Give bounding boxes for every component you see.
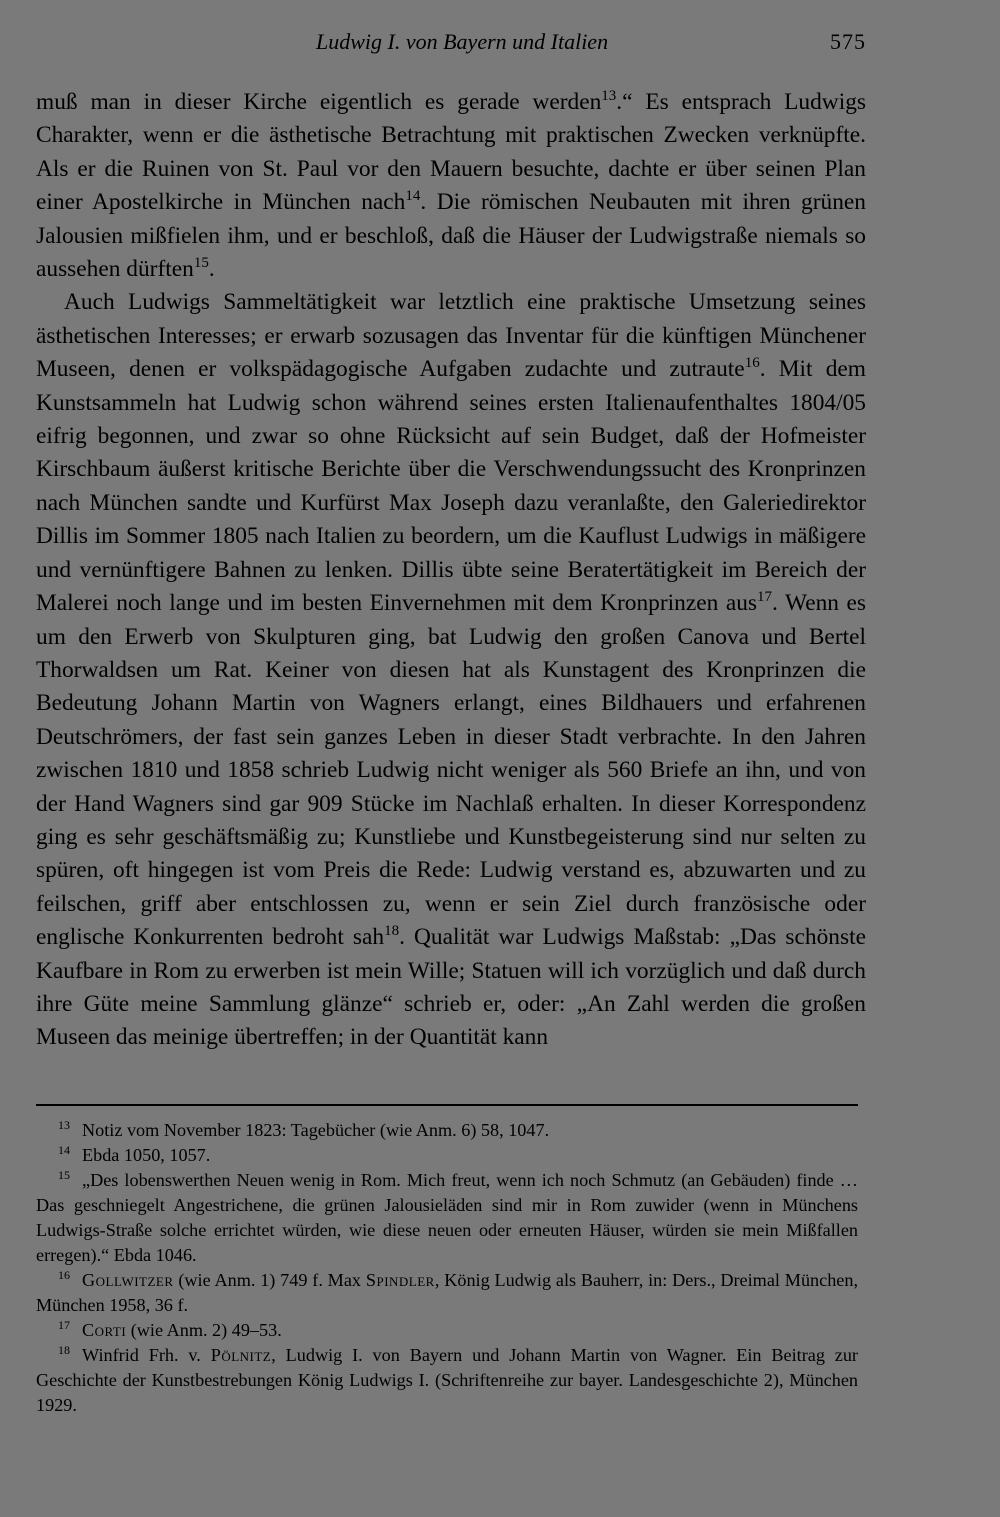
author-name: Corti: [82, 1320, 127, 1340]
text-run: , König Ludwig als Bauherr, in: Ders., Dreimal München, München 1958, 36 f.: [36, 1270, 859, 1315]
footnote: [36, 1143, 858, 1168]
footnote: [36, 1343, 858, 1418]
footnote-rule: [36, 1104, 858, 1106]
footnote-number: 13: [58, 1117, 70, 1132]
text-run: .“ Es entsprach Ludwigs Charakter, wenn er die ästhetische Betrachtung mit praktischen Zwecken verknüpfte. Als er die Ruinen von St. Paul vor den Mauern besuchte, dachte er über seinen Plan einer Apostelkirche in München nach: [36, 89, 866, 216]
page-number: 575: [830, 29, 866, 54]
author-name: Pölnitz: [210, 1345, 272, 1365]
footnote-number: 14: [58, 1142, 70, 1157]
footnotes: [36, 1118, 858, 1418]
footnote: [36, 1168, 858, 1268]
footnote-reference: 15: [193, 255, 209, 272]
footnote-number: 15: [58, 1167, 70, 1182]
text-run: Ebda 1050, 1057.: [82, 1145, 211, 1165]
text-run: . Wenn es um den Erwerb von Skulpturen ging, bat Ludwig den großen Canova und Bertel Thorwaldsen um Rat. Keiner von diesen hat als Kunstagent des Kronprinzen die Bedeutung Johann Martin von Wagners erlangt, eines Bildhauers und erfahrenen Deutschrömers, der fast sein ganzes Leben in dieser Stadt verbrachte. In den Jahren zwischen 1810 und 1858 schrieb Ludwig nicht weniger als 560 Briefe an ihn, und von der Hand Wagners sind gar 909 Stücke im Nachlaß erhalten. In dieser Korrespondenz ging es sehr geschäftsmäßig zu; Kunstliebe und Kunstbegeisterung sind nur selten zu spüren, oft hingegen ist vom Preis die Rede: Ludwig verstand es, abzuwarten und zu feilschen, griff aber entschlossen zu, wenn er sein Ziel durch französische oder englische Konkurrenten bedroht sah: [36, 590, 866, 951]
text-run: . Mit dem Kunstsammeln hat Ludwig schon während seines ersten Italienaufenthaltes 1804/05 eifrig begonnen, und zwar so ohne Rücksicht auf sein Budget, daß der Hofmeister Kirschbaum äußerst kritische Berichte über die Verschwendungssucht des Kronprinzen nach München sandte und Kurfürst Max Joseph dazu veranlaßte, den Galeriedirektor Dillis im Sommer 1805 nach Italien zu beordern, um die Kauflust Ludwigs in mäßigere und vernünftigere Bahnen zu lenken. Dillis übte seine Beratertätigkeit im Bereich der Malerei noch lange und im besten Einvernehmen mit dem Kronprinzen aus: [36, 356, 866, 617]
footnote-reference: 13: [601, 88, 617, 105]
text-run: , Ludwig I. von Bayern und Johann Martin von Wagner. Ein Beitrag zur Geschichte der Kunstbestrebungen König Ludwigs I. (Schriftenreihe zur bayer. Landesgeschichte 2), München 1929.: [36, 1345, 858, 1415]
footnote-reference: 18: [384, 923, 400, 940]
footnote-number: 17: [58, 1317, 70, 1332]
footnote-reference: 17: [757, 589, 773, 606]
author-name: Gollwitzer: [82, 1270, 174, 1290]
text-run: „Des lobenswerthen Neuen wenig in Rom. Mich freut, wenn ich noch Schmutz (an Gebäuden) finde … Das geschniegelt Angestrichene, die grünen Jalousieläden sind mir in Rom zuwider (wenn in Münchens Ludwigs-Straße solche errichtet würden, wie diese neuen oder erneuten Häuser, würden sie mein Mißfallen erregen).“ Ebda 1046.: [36, 1170, 858, 1265]
footnote: [36, 1318, 858, 1343]
body-text: [36, 86, 866, 1055]
text-run: (wie Anm. 1) 749 f. Max: [173, 1270, 366, 1290]
text-run: .: [208, 256, 215, 283]
footnote-reference: 14: [405, 188, 421, 205]
footnote-reference: 16: [744, 355, 760, 372]
text-run: Auch Ludwigs Sammeltätigkeit war letztlich eine praktische Umsetzung seines ästhetischen Interesses; er erwarb sozusagen das Inventar für die künftigen Münchener Museen, denen er volkspädagogische Aufgaben zudachte und zutraute: [36, 289, 866, 383]
paragraph: [36, 86, 866, 286]
text-run: . Qualität war Ludwigs Maßstab: „Das schönste Kaufbare in Rom zu erwerben ist mein Wille; Statuen will ich vorzüglich und daß durch ihre Güte meine Sammlung glänze“ schrieb er, oder: „An Zahl werden die großen Museen das meinige übertreffen; in der Quantität kann: [36, 924, 866, 1051]
running-title: Ludwig I. von Bayern und Italien: [316, 29, 609, 54]
text-run: . Die römischen Neubauten mit ihren grünen Jalousien mißfielen ihm, und er beschloß, daß die Häuser der Ludwigstraße niemals so aussehen dürften: [36, 189, 866, 283]
footnote-number: 18: [58, 1342, 70, 1357]
footnote: [36, 1268, 858, 1318]
author-name: Spindler: [365, 1270, 435, 1290]
running-head: [36, 24, 866, 60]
text-run: (wie Anm. 2) 49–53.: [126, 1320, 282, 1340]
paragraph: [36, 286, 866, 1054]
text-run: Winfrid Frh. v.: [82, 1345, 211, 1365]
footnote: [36, 1118, 858, 1143]
text-run: Notiz vom November 1823: Tagebücher (wie Anm. 6) 58, 1047.: [82, 1120, 550, 1140]
footnote-number: 16: [58, 1267, 70, 1282]
text-run: muß man in dieser Kirche eigentlich es gerade werden: [36, 89, 602, 115]
